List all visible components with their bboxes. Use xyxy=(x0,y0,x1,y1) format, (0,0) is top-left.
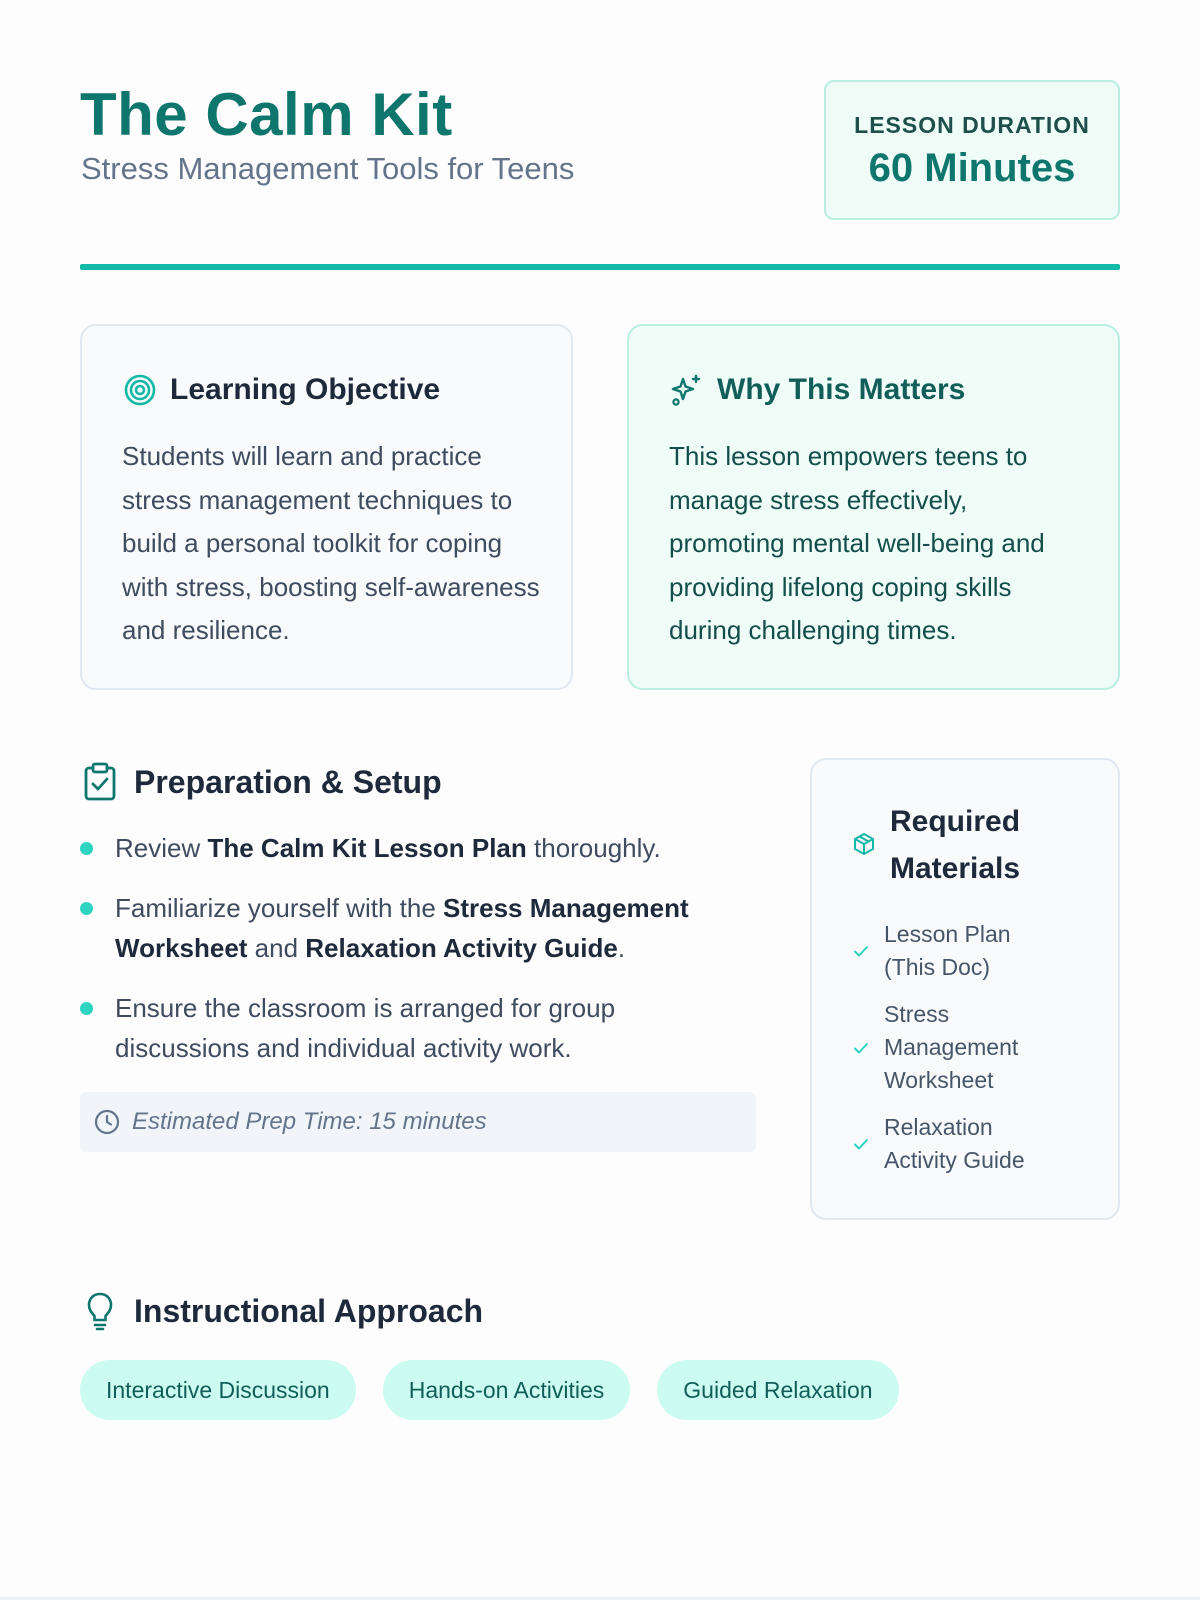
preparation-item-emphasis: Stress Management Worksheet xyxy=(115,893,689,963)
required-materials-header xyxy=(852,798,1050,892)
check-icon xyxy=(852,1135,870,1153)
check-icon xyxy=(852,942,870,960)
preparation-item-text: Review xyxy=(115,833,208,863)
preparation-item-text: Ensure the classroom is arranged for group discussions and individual activity work. xyxy=(115,993,616,1063)
check-icon xyxy=(852,1039,870,1057)
header-divider xyxy=(80,264,1120,270)
preparation-item-emphasis: The Calm Kit Lesson Plan xyxy=(207,833,527,863)
page-title: The Calm Kit xyxy=(80,81,453,148)
preparation-item-text: and xyxy=(247,933,306,963)
lightbulb-icon xyxy=(80,1291,120,1331)
preparation-item xyxy=(80,888,756,968)
material-item xyxy=(852,918,1102,984)
preparation-section xyxy=(80,758,756,1135)
material-item xyxy=(852,998,1102,1097)
lesson-duration-box xyxy=(824,80,1120,220)
why-this-matters-text: This lesson empowers teens to manage stress effectively, promoting mental well-being and providing lifelong coping skills during challenging times. xyxy=(669,441,1045,645)
header xyxy=(80,80,1120,240)
preparation-item xyxy=(80,828,756,868)
instructional-approach-section xyxy=(80,1287,1120,1403)
lesson-duration-label: LESSON DURATION xyxy=(854,112,1090,138)
learning-objective-text: Students will learn and practice stress management techniques to build a personal toolkit for coping with stress, boosting self-awareness and resilience. xyxy=(122,441,540,645)
preparation-header xyxy=(80,758,756,806)
preparation-title: Preparation & Setup xyxy=(134,763,442,800)
required-materials-card xyxy=(810,758,1120,1220)
learning-objective-card xyxy=(80,324,573,690)
target-icon xyxy=(122,372,158,408)
bullet-dot xyxy=(80,1002,93,1015)
approach-chip: Interactive Discussion xyxy=(80,1360,356,1420)
required-materials-title: Required Materials xyxy=(890,805,1021,885)
prep-time-text: Estimated Prep Time: 15 minutes xyxy=(132,1108,487,1135)
preparation-item xyxy=(80,988,756,1068)
why-this-matters-card xyxy=(627,324,1120,690)
sparkles-icon xyxy=(669,372,705,408)
preparation-item-text: thoroughly. xyxy=(526,833,661,863)
instructional-approach-header xyxy=(80,1287,1120,1335)
instructional-approach-title: Instructional Approach xyxy=(134,1292,484,1329)
prep-time-note xyxy=(80,1092,756,1152)
material-item-label: Stress Management Worksheet xyxy=(884,1001,1019,1093)
approach-chips xyxy=(80,1360,926,1420)
clipboard-check-icon xyxy=(80,762,120,802)
preparation-item-emphasis: Relaxation Activity Guide xyxy=(305,933,618,963)
why-this-matters-header xyxy=(669,370,965,410)
preparation-item-text: Familiarize yourself with the xyxy=(115,893,443,923)
clock-icon xyxy=(94,1109,120,1135)
lesson-duration-value: 60 Minutes xyxy=(868,146,1076,190)
box-icon xyxy=(852,832,878,858)
learning-objective-header xyxy=(122,370,440,410)
material-item-label: Lesson Plan (This Doc) xyxy=(884,921,1011,980)
preparation-item-text: . xyxy=(617,933,626,963)
preparation-list xyxy=(80,828,756,1088)
approach-chip: Hands-on Activities xyxy=(383,1360,631,1420)
material-item xyxy=(852,1111,1102,1177)
bullet-dot xyxy=(80,842,93,855)
why-this-matters-title: Why This Matters xyxy=(717,373,966,406)
approach-chip: Guided Relaxation xyxy=(657,1360,898,1420)
learning-objective-title: Learning Objective xyxy=(170,373,441,406)
bullet-dot xyxy=(80,902,93,915)
materials-list xyxy=(852,918,1102,1191)
material-item-label: Relaxation Activity Guide xyxy=(884,1114,1025,1173)
page-subtitle: Stress Management Tools for Teens xyxy=(81,151,575,186)
